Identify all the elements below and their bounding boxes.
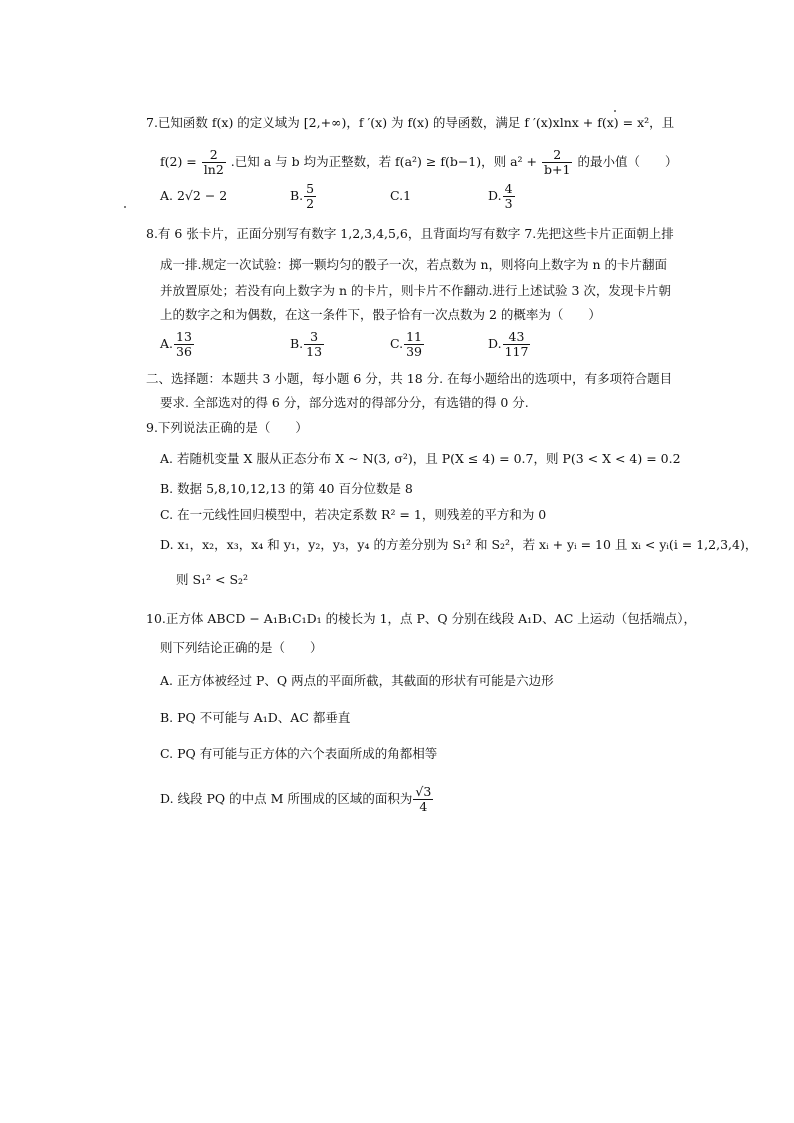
q7-option-a: A. 2√2 − 2 [160,188,228,203]
frac-numerator: 3 [304,330,324,345]
q10-option-d-text: D. 线段 PQ 的中点 M 所围成的区域的面积为 [160,791,413,806]
frac-denominator: 4 [419,799,428,814]
q9-option-d-continued: 则 S₁² < S₂² [176,572,249,587]
q8-line4: 上的数字之和为偶数，在这一条件下，骰子恰有一次点数为 2 的概率为（ ） [160,307,601,322]
option-label: D. [488,188,502,203]
frac-denominator: 117 [504,344,529,359]
q7-option-c: C.1 [390,188,412,203]
frac-numerator: 4 [504,181,513,196]
q7-line2-mid: .已知 a 与 b 均为正整数，若 f(a²) ≥ f(b−1)，则 a² + [230,154,538,169]
frac-denominator: b+1 [544,162,571,177]
option-label: B. [290,336,304,351]
q10-option-c: C. PQ 有可能与正方体的六个表面所成的角都相等 [160,746,438,761]
q9-option-d: D. x₁，x₂，x₃，x₄ 和 y₁，y₂，y₃，y₄ 的方差分别为 S₁² 和 S₂²，若 xᵢ + yᵢ = 10 且 xᵢ < yᵢ(i = 1,2,3,4)， [160,537,758,552]
q8-option-a [160,330,195,359]
q10-option-b: B. PQ 不可能与 A₁D、AC 都垂直 [160,710,351,725]
option-label: B. [290,188,304,203]
q8-option-a-fraction [174,330,194,359]
option-label: D. [488,336,502,351]
frac-numerator: √3 [415,784,432,799]
frac-numerator: 43 [503,330,531,345]
frac-numerator: 5 [306,181,315,196]
q7-line2-post: 的最小值（ ） [577,154,678,169]
section2-instructions-line2: 要求. 全部选对的得 6 分，部分选对的得部分分，有选错的得 0 分. [160,395,529,410]
frac-denominator: 39 [406,344,422,359]
q9-option-c: C. 在一元线性回归模型中，若决定系数 R² = 1，则残差的平方和为 0 [160,507,547,522]
q7-option-b [290,182,317,211]
option-label: C. [390,336,404,351]
scan-speck [124,206,126,208]
frac-denominator: 2 [306,196,315,211]
q8-line1: 8.有 6 张卡片，正面分别写有数字 1,2,3,4,5,6，且背面均写有数字 7.先把这些卡片正面朝上排 [146,226,674,241]
q8-option-c-fraction [404,330,424,359]
q8-option-b [290,330,325,359]
q7-line1: 7.已知函数 f(x) 的定义域为 [2,+∞)，f ′(x) 为 f(x) 的导函数，满足 f ′(x)xlnx + f(x) = x²，且 [146,115,675,130]
q10-line2: 则下列结论正确的是（ ） [160,640,323,655]
q9-stem: 9.下列说法正确的是（ ） [146,420,308,435]
q8-option-b-fraction [304,330,324,359]
q10-line1: 10.正方体 ABCD − A₁B₁C₁D₁ 的棱长为 1，点 P、Q 分别在线段 A₁D、AC 上运动（包括端点）， [146,611,697,626]
q8-line3: 并放置原处；若没有向上数字为 n 的卡片，则卡片不作翻动.进行上述试验 3 次，发现卡片朝 [160,283,671,298]
q8-option-d-fraction [503,330,531,359]
q7-fraction-2-over-ln2 [202,148,226,177]
q7-option-b-fraction [304,182,316,211]
q7-fraction-2-over-b1 [542,148,572,177]
frac-denominator: 3 [504,196,513,211]
q8-option-c [390,330,425,359]
q9-option-b: B. 数据 5,8,10,12,13 的第 40 百分位数是 8 [160,481,413,496]
q10-option-a: A. 正方体被经过 P、Q 两点的平面所截，其截面的形状有可能是六边形 [160,673,554,688]
q10-option-d [160,785,434,814]
q7-option-d-fraction [503,182,515,211]
frac-denominator: 36 [176,344,192,359]
q8-option-d [488,330,531,359]
frac-numerator: 11 [406,329,422,344]
q10-option-d-fraction [413,785,433,814]
frac-denominator: 13 [306,344,323,359]
frac-numerator: 2 [542,148,572,163]
frac-denominator: ln2 [203,162,224,177]
option-label: A. [160,336,174,351]
q7-line2-pre: f(2) = [160,154,197,169]
frac-numerator: 13 [176,329,192,344]
q9-option-a: A. 若随机变量 X 服从正态分布 X ~ N(3, σ²)，且 P(X ≤ 4) = 0.7，则 P(3 < X < 4) = 0.2 [160,451,681,466]
q8-line2: 成一排.规定一次试验：掷一颗均匀的骰子一次，若点数为 n，则将向上数字为 n 的卡片翻面 [160,257,667,272]
section2-instructions-line1: 二、选择题：本题共 3 小题，每小题 6 分，共 18 分. 在每小题给出的选项中，有多项符合题目 [146,371,673,386]
q7-line2 [160,148,677,177]
frac-numerator: 2 [202,148,226,163]
scan-speck [614,110,616,112]
q7-option-d [488,182,516,211]
